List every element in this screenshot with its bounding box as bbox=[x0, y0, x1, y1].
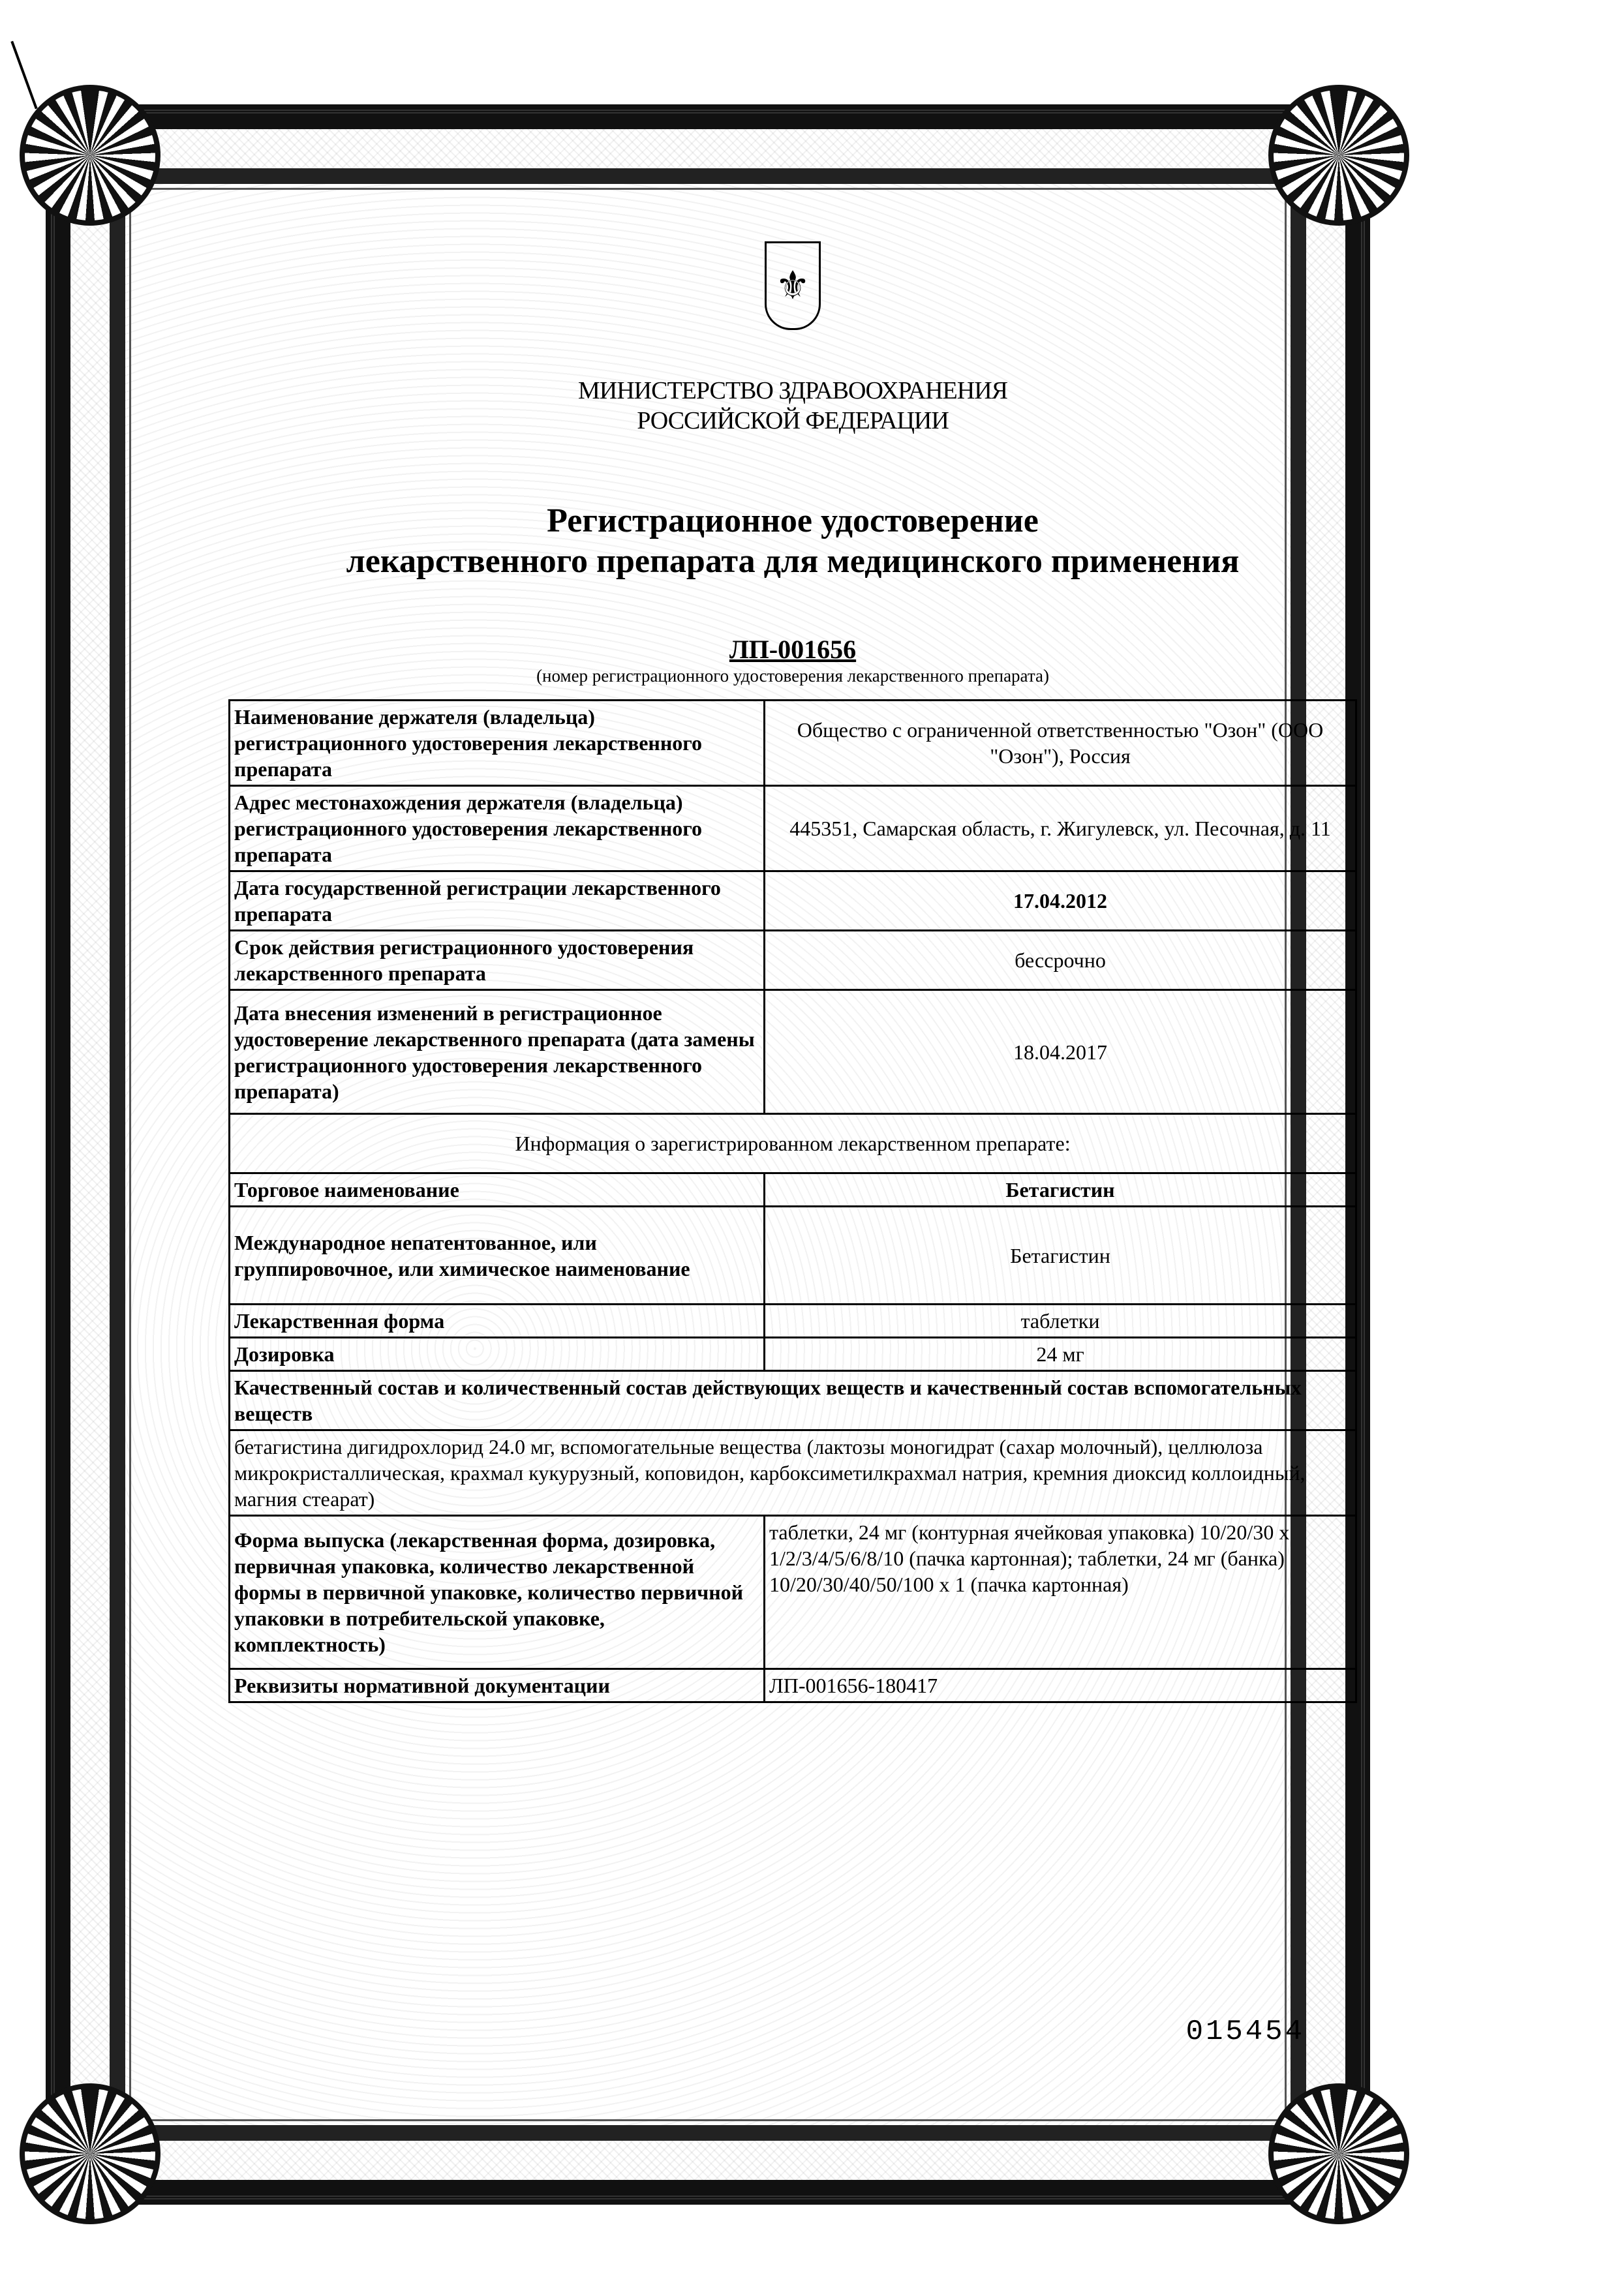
row-label: Международное непатентованное, или группировочное, или химическое наименование bbox=[230, 1207, 765, 1305]
row-value: бессрочно bbox=[765, 931, 1356, 990]
table-row bbox=[230, 990, 1356, 1114]
registration-number-caption: (номер регистрационного удостоверения лекарственного препарата) bbox=[536, 666, 1049, 686]
row-label: Торговое наименование bbox=[230, 1173, 765, 1207]
row-value: 18.04.2017 bbox=[765, 990, 1356, 1114]
row-label: Дата государственной регистрации лекарственного препарата bbox=[230, 871, 765, 931]
row-label: Реквизиты нормативной документации bbox=[230, 1669, 765, 1702]
row-value: ЛП-001656-180417 bbox=[765, 1669, 1356, 1702]
table-row bbox=[230, 871, 1356, 931]
table-row bbox=[230, 931, 1356, 990]
row-value: 17.04.2012 bbox=[765, 871, 1356, 931]
composition-label: Качественный состав и количественный состав действующих веществ и качественный состав вспомогательных веществ bbox=[230, 1371, 1356, 1430]
ministry-line-2: РОССИЙСКОЙ ФЕДЕРАЦИИ bbox=[637, 407, 949, 434]
title-line-2: лекарственного препарата для медицинского применения bbox=[346, 543, 1240, 580]
ministry-line-1: МИНИСТЕРСТВО ЗДРАВООХРАНЕНИЯ bbox=[578, 377, 1007, 404]
row-label: Форма выпуска (лекарственная форма, дозировка, первичная упаковка, количество лекарственной формы в первичной упаковке, количество первичной упаковки в потребительской упаковке, комплектность) bbox=[230, 1516, 765, 1669]
table-row bbox=[230, 701, 1356, 786]
row-label: Адрес местонахождения держателя (владельца) регистрационного удостоверения лекарственного препарата bbox=[230, 786, 765, 871]
section-header: Информация о зарегистрированном лекарственном препарате: bbox=[230, 1114, 1356, 1173]
title-line-1: Регистрационное удостоверение bbox=[547, 502, 1039, 539]
row-label: Срок действия регистрационного удостоверения лекарственного препарата bbox=[230, 931, 765, 990]
coat-of-arms-icon: ⚜ bbox=[765, 241, 821, 330]
row-label: Лекарственная форма bbox=[230, 1305, 765, 1338]
row-value: Общество с ограниченной ответственностью "Озон" (ООО "Озон"), Россия bbox=[765, 701, 1356, 786]
section-header-row bbox=[230, 1114, 1356, 1173]
row-label: Наименование держателя (владельца) регистрационного удостоверения лекарственного препарата bbox=[230, 701, 765, 786]
corner-rosette-icon bbox=[20, 2083, 160, 2224]
table-row bbox=[230, 1516, 1356, 1669]
ministry-name bbox=[228, 376, 1357, 436]
table-row bbox=[230, 1207, 1356, 1305]
row-value: Бетагистин bbox=[765, 1207, 1356, 1305]
form-serial-number: 015454 bbox=[1185, 2016, 1305, 2048]
composition-value: бетагистина дигидрохлорид 24.0 мг, вспомогательные вещества (лактозы моногидрат (сахар молочный), целлюлоза микрокристаллическая, крахмал кукурузный, коповидон, карбоксиметилкрахмал натрия, кремния диоксид коллоидный, магния стеарат) bbox=[230, 1430, 1356, 1516]
registration-number: ЛП-001656 bbox=[729, 635, 857, 664]
certificate-content bbox=[228, 241, 1357, 1703]
table-row bbox=[230, 1173, 1356, 1207]
row-value: 24 мг bbox=[765, 1338, 1356, 1371]
row-value: таблетки bbox=[765, 1305, 1356, 1338]
row-value: 445351, Самарская область, г. Жигулевск, ул. Песочная, д. 11 bbox=[765, 786, 1356, 871]
row-label: Дата внесения изменений в регистрационное удостоверение лекарственного препарата (дата замены регистрационного удостоверения лекарственного препарата) bbox=[230, 990, 765, 1114]
composition-label-row bbox=[230, 1371, 1356, 1430]
table-row bbox=[230, 1338, 1356, 1371]
row-label: Дозировка bbox=[230, 1338, 765, 1371]
document-title bbox=[228, 501, 1357, 582]
corner-rosette-icon bbox=[20, 85, 160, 226]
table-row bbox=[230, 1305, 1356, 1338]
table-row bbox=[230, 1669, 1356, 1702]
composition-value-row bbox=[230, 1430, 1356, 1516]
row-value: Бетагистин bbox=[765, 1173, 1356, 1207]
corner-rosette-icon bbox=[1268, 2083, 1409, 2224]
table-row bbox=[230, 786, 1356, 871]
certificate-table bbox=[228, 699, 1357, 1703]
scan-artifact bbox=[10, 41, 37, 110]
row-value: таблетки, 24 мг (контурная ячейковая упаковка) 10/20/30 х 1/2/3/4/5/6/8/10 (пачка картонная); таблетки, 24 мг (банка) 10/20/30/40/50/100 х 1 (пачка картонная) bbox=[765, 1516, 1356, 1669]
corner-rosette-icon bbox=[1268, 85, 1409, 226]
